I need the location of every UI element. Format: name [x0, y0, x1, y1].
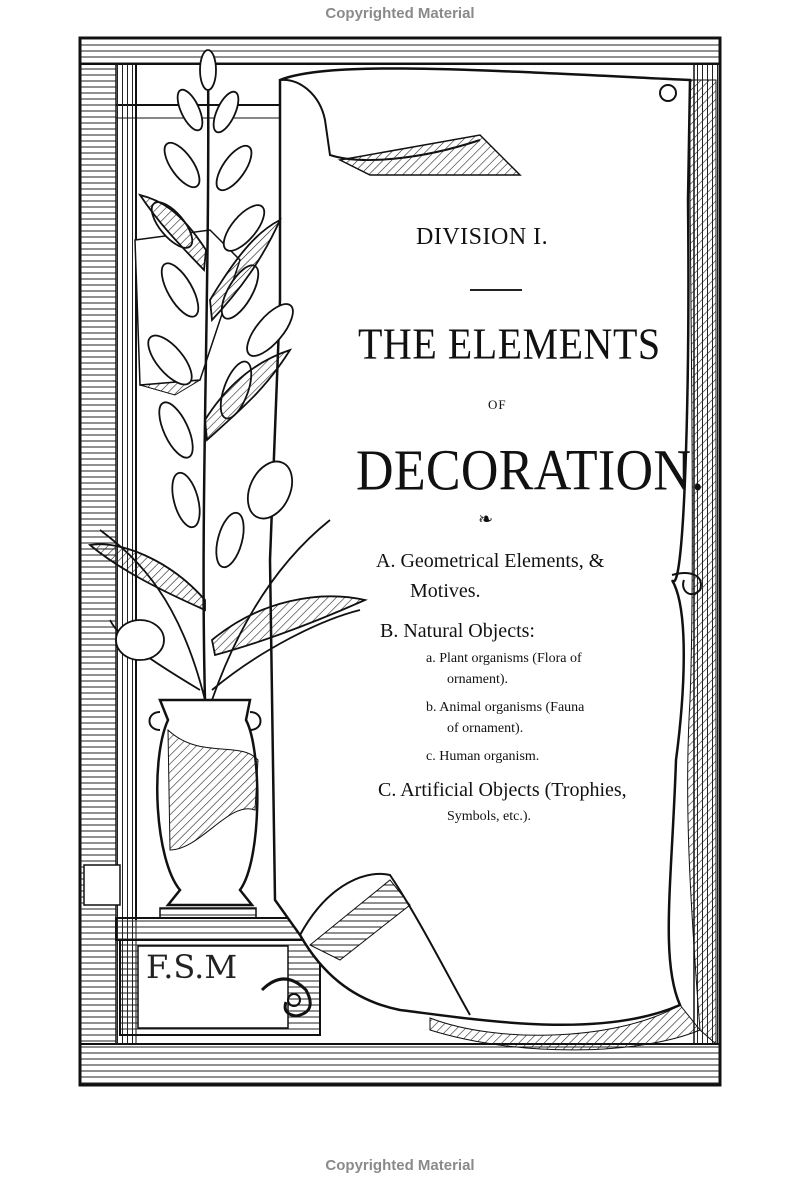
contents-item-b-c-line-1: c. Human organism. — [426, 749, 540, 764]
contents-item-b-b-line-2: of ornament). — [447, 721, 524, 736]
vase — [150, 700, 261, 918]
monogram-text: F.S.M — [146, 948, 238, 986]
contents-item-a-line-1: A. Geometrical Elements, & — [376, 550, 605, 572]
copyright-watermark-top: Copyrighted Material — [325, 5, 475, 22]
contents-item-b-a-line-2: ornament). — [447, 672, 509, 687]
contents-item-b-a-line-1: a. Plant organisms (Flora of — [426, 651, 582, 666]
contents-item-b-line-1: B. Natural Objects: — [380, 620, 535, 642]
title-line-1: THE ELEMENTS — [358, 319, 661, 369]
title-line-2: DECORATION. — [356, 439, 705, 503]
contents-item-b-b-line-1: b. Animal organisms (Fauna — [426, 700, 585, 715]
heading-rule — [470, 289, 522, 291]
fleuron-ornament: ❧ — [478, 509, 494, 530]
contents-item-c-line-1: C. Artificial Objects (Trophies, — [378, 779, 627, 801]
copyright-watermark-bottom: Copyrighted Material — [325, 1157, 475, 1174]
contents-item-a-line-2: Motives. — [410, 580, 481, 602]
division-heading: DIVISION I. — [416, 224, 549, 250]
contents-item-c-line-2: Symbols, etc.). — [447, 809, 531, 824]
title-of: OF — [488, 397, 507, 412]
